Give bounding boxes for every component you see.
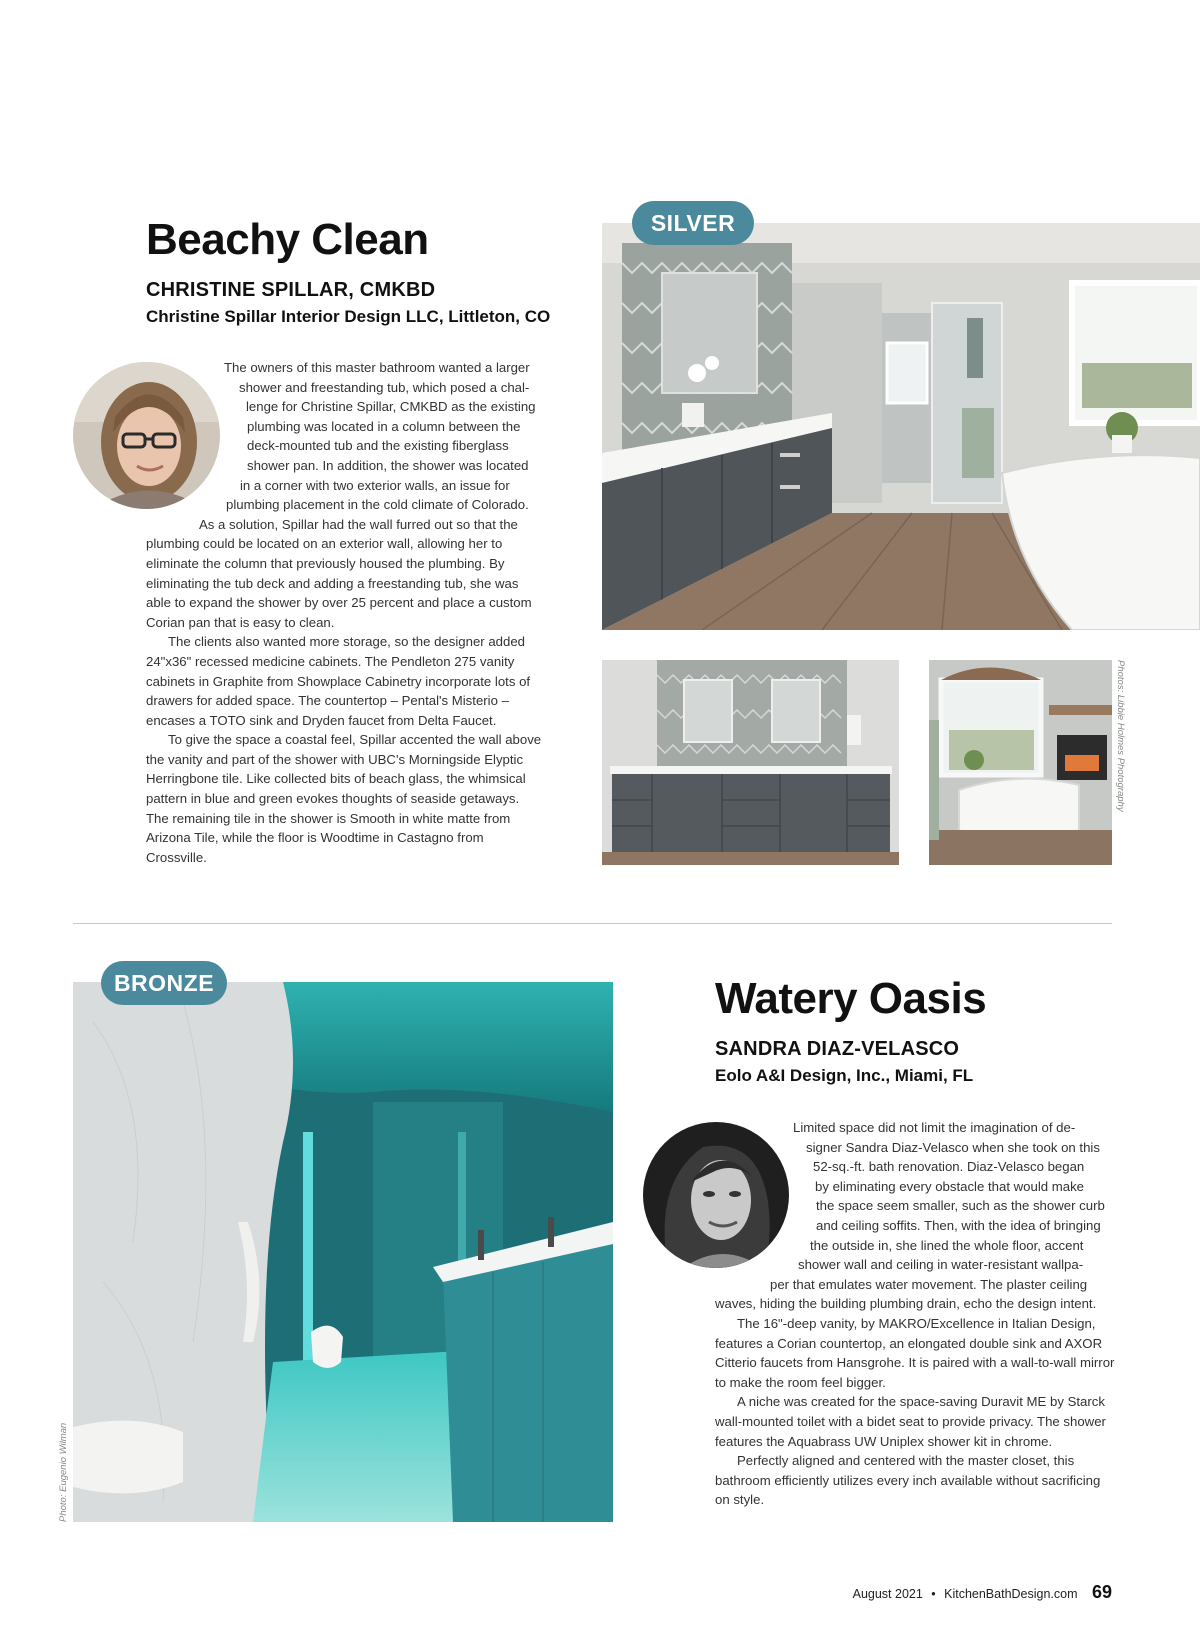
firm-name: Christine Spillar Interior Design LLC, Littleton, CO [146, 307, 551, 326]
body-line: 52-sq.-ft. bath renovation. Diaz-Velasco began [813, 1159, 1085, 1175]
body-paragraph: The 16"-deep vanity, by MAKRO/Excellence in Italian Design, features a Corian countertop, an elongated double sink and AXOR Citterio faucets from Hansgrohe. It is paired with a wall-to-wall mirror to make the room feel bigger. [715, 1315, 1115, 1390]
photo-credit-text: Photos: Libbie Holmes Photography [1115, 660, 1126, 812]
page-footer [700, 1582, 1112, 1603]
body-paragraph: A niche was created for the space-saving Duravit ME by Starck wall-mounted toilet with a bidet seat to provide privacy. The shower features the Aquabrass UW Uniplex shower kit in chrome. [715, 1394, 1106, 1449]
photo-credit [58, 982, 72, 1522]
body-line: by eliminating every obstacle that would make [815, 1178, 1085, 1194]
article2-body [715, 1118, 1115, 1510]
photo-credit-text: Photo: Eugenio Wilman [58, 1422, 69, 1522]
body-line: shower and freestanding tub, which posed a chal- [239, 379, 530, 395]
body-paragraph: The clients also wanted more storage, so the designer added 24"x36" recessed medicine cabinets. The Pendleton 275 vanity cabinets in Graphite from Showplace Cabinetry incorporate lots of drawers for added space. The countertop – Pental's Misterio – encases a TOTO sink and Dryden faucet from Delta Faucet. [146, 634, 531, 728]
body-line: plumbing placement in the cold climate of Colorado. [226, 497, 529, 513]
body-paragraph: To give the space a coastal feel, Spillar accented the wall above the vanity and part of the shower with UBC's Morningside Elyptic Herringbone tile. Like collected bits of beach glass, the whimsical pattern in blue and green evokes thoughts of seaside getaways. The remaining tile in the shower is Smooth in white matte from Arizona Tile, while the floor is Woodtime in Castagno from Crossville. [146, 732, 542, 865]
body-line: lenge for Christine Spillar, CMKBD as the existing [246, 399, 536, 415]
website: KitchenBathDesign.com [944, 1587, 1078, 1601]
body-line: plumbing was located in a column between the [247, 418, 521, 434]
body-line: the space seem smaller, such as the shower curb [816, 1198, 1105, 1214]
body-line: Limited space did not limit the imagination of de- [793, 1120, 1076, 1135]
award-badge-bronze: BRONZE [101, 961, 227, 1005]
body-line: the outside in, she lined the whole floor, accent [810, 1237, 1084, 1253]
body-line: deck-mounted tub and the existing fiberglass [247, 438, 509, 454]
section-divider [73, 923, 1112, 924]
body-line: per that emulates water movement. The plaster ceiling [770, 1276, 1088, 1292]
designer-name: SANDRA DIAZ-VELASCO [715, 1038, 960, 1060]
photo-credit [1112, 660, 1126, 865]
teal-shower-photo [73, 982, 613, 1522]
issue-date: August 2021 [852, 1587, 923, 1601]
article-title: Beachy Clean [146, 215, 429, 264]
body-line: The owners of this master bathroom wanted a larger [224, 360, 530, 375]
article-title: Watery Oasis [715, 974, 987, 1023]
page-number: 69 [1091, 1582, 1112, 1602]
body-line: shower pan. In addition, the shower was located [247, 457, 529, 473]
body-paragraph: Perfectly aligned and centered with the master closet, this bathroom efficiently utilizes every inch available without sacrificing on style. [715, 1453, 1101, 1508]
body-line: and ceiling soffits. Then, with the idea of bringing [816, 1217, 1101, 1233]
designer-name: CHRISTINE SPILLAR, CMKBD [146, 279, 436, 301]
body-paragraph: plumbing could be located on an exterior wall, allowing her to eliminate the column that previously housed the plumbing. By eliminating the tub deck and adding a freestanding tub, she was able to expand the shower by over 25 percent and place a custom Corian pan that is easy to clean. [146, 536, 532, 630]
body-line: signer Sandra Diaz-Velasco when she took on this [806, 1139, 1100, 1155]
tub-fireplace-photo [929, 660, 1112, 865]
body-line: in a corner with two exterior walls, an issue for [240, 477, 510, 493]
footer-bullet: • [931, 1587, 936, 1601]
article1-body [146, 358, 542, 867]
award-badge-silver: SILVER [632, 201, 754, 245]
main-bathroom-photo [602, 223, 1200, 630]
body-paragraph: waves, hiding the building plumbing drain, echo the design intent. [715, 1296, 1097, 1312]
vanity-photo [602, 660, 899, 865]
body-line: shower wall and ceiling in water-resistant wallpa- [798, 1257, 1084, 1273]
body-line: As a solution, Spillar had the wall furred out so that the [199, 516, 518, 532]
firm-name: Eolo A&I Design, Inc., Miami, FL [715, 1066, 974, 1085]
